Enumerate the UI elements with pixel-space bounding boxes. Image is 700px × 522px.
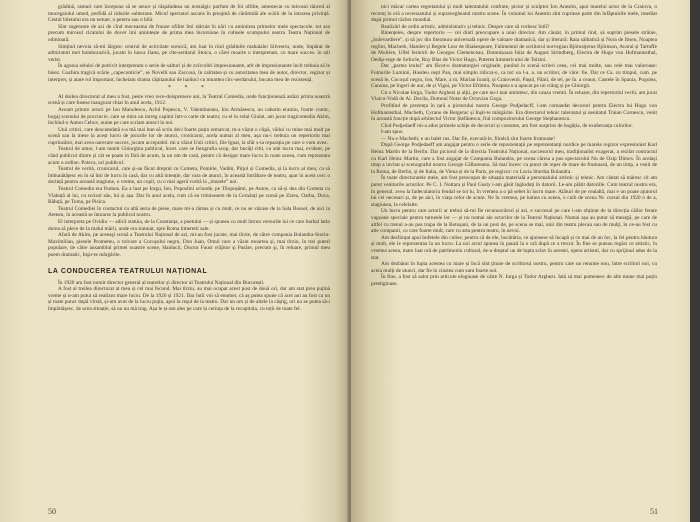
paragraph: I-am spus:	[381, 129, 404, 136]
right-page	[351, 0, 700, 522]
left-page	[0, 0, 349, 522]
paragraph: — Nu e Macbeth; e un balet rus. Dar fie, execută-le, fiindcă sînt foarte frumoase!	[381, 135, 556, 142]
paragraph: Al doilea directorat al meu a fost, peste vreo rece-doisprezece ani, la Teatrul Comedia, unde funcționează astăzi prima noastră scenă și care fusese inaugurat chiar în anul acela, 1912.	[48, 93, 330, 107]
right-edge	[690, 0, 700, 522]
paragraph: Aveam printre actori pe Ion Manolescu, Achil Popescu, V. Valentineanu, Ion Armăsescu, un cabotin eramiu, foarte comic, hogaj scenului de provincie, care se mira un intreg capitol într-o carte de teatru; cu el în rolul Giulat, am jucat tragicomedia Akim, închînd-o Anton Cehov, nume pe care scriam atunci la noi.	[48, 106, 330, 127]
paragraph: grădină, ramuri care începeau să se usuce și răspândeau un nostalgic parfum de foi ofilite, amestecat cu mirosul rânced al mucegaiului umed, perfidă al ridurile subterane. Micul spectatol ascuns în preajmă de cărămidă ale scării de la intrarea privință. Cestul biletului era un netuer, o pentru sau o bilă.	[48, 4, 330, 24]
paragraph: După George Podjedaeff am angajat pentru o serie de reprezentații pe reprezentanți nordice pe marele regizor expresionist Karl Heinz Martin de la Berlin. Dar piciorul de la directia Teatrului Național, succesorul meu, tradiționalist exagerat, a rezilat contractul cu Karl Heinz Martin, care a fost angajat de Compania Bulandra, pe scena căreia a pus spectacolul Nu de Ozip Dimov. În același timp a invitat și scenograful nostru George Călboreanu. Să mai încerc cu punct de reper de mare de frumoasă, de un timp, a venit de la Roma, de Berlin, și de Italia, de Viena și de la Paris, pe regizor: cu Lucia Sturdza Bulandra.	[371, 142, 657, 175]
paragraph: În fine, a fost să salut prin articole elogioase de către N. Iorga și Tudor Arghezi. Iată să mai pomenesc de alte mune mai puțin prestigioase.	[371, 274, 657, 287]
section-separator: * * *	[168, 85, 210, 92]
paragraph: Unii critici, care deocamdată s-a mă mai bun să scriu deci foarte puțin remarcat, m-a văzut o clipă, vădui cu mine mai mult pe scenă sau la mese la aceșt lucru de jocurile lor de atunci, cronicarul, acela numai al meu, așa nu-i trebuia un repertoriu mai cuprinzător, mai avea oarecare succes, jucam acceptabil. mi a văzut Unii critici, Ilie Ignat, la sfâr s-ia reparația pe care o vom avea.	[48, 126, 330, 146]
paragraph: Profitînd de prezența în țară a pictorului nostru George Podjedacff, i-am comandat decoruri pentru Electra lui Hugo von Hofmannsthal, Macbeth, Cyrano de Bergerac și Inşir-te mărgărite. Era directorul tehnic talentatul și neuitatul Traian Cornescu, venit în această funcție după arhitectul Victor Ștefănescu, fiul compozitorului George Stephanescu.	[371, 102, 657, 123]
paragraph: Teatrul de verită, cronicarul, care și-au făcut dreptul cu Cometa, Pomitie, Vadim, Pîrjol și Comedia, și la lucru al meu, ca să îmbunătățesc eu în să îmi de lucru în casă, dar cu altă intenție, dar vara de atunci, în această întrăbare de teatru, apar în acest cerc o dorință pentru această stagiune, o vreme, un copil, cu o mai ageră vorbă la „muzele” noi.	[48, 166, 330, 186]
paragraph: Sînt sugerante de azi de cînd moceasma de frunze ofilite îmi stăruie în nări cu amintirea primelor mele spectacole. tot asa precum mirosul clcatului de dover îmi amintește de prima mea încursiune în culisele scumpului nostru Teatru Național de odinioară.	[48, 23, 330, 43]
left-text-column	[48, 4, 330, 313]
paragraph: Am dezbătut în lupta acestea cu mare și încă sînt ținute de scriitorul nostru, pentru care un renume nou, între scriitori noi, cu aceia mulți de atunci, dar fie în cinstea cum sunt foarte noi.	[371, 261, 657, 274]
paragraph: nici măcar cartea regretatului și mult talentatului confrate, pictor și sculptor Ion Anestin, apoi marelui actor de la Craiova, o recrenț în eră a recenzatului și supravegheatul nostru scene. În volumul lui Anestin sînt cuprinse parte din înfăptuirile mele, imediat după primul război mondial.	[371, 4, 657, 24]
paragraph: Cu o Nicolae Iorga, Tudor Arghezi și alții, pe care nu-i mai amintesc, din cauza vremii. În reluare, din repertoriul vechi, am jucat Vlaicu-Vodă de Al. Davila, Domnul Notar de Octavian Goga.	[371, 89, 657, 103]
paragraph: În agonia seluloi de potrivit interpreram o serie de salturi și de zvîrcoliri impresionante, atît de impresionante încît trebuia să le bisez. Coafura tragică scărie „capecomicie”, se Novelli sau Zaccoui, în calitatea și cu autoritatea mea de autor, director, regizor și interpret, și atare rol important, încheiam drama căpitanului de haiduci cu moartea cîrc-serdarului, bucata mea de rezistență.	[48, 63, 330, 83]
paragraph: Dar „partea leului” am făcut-o dramaturgiei originale, punînd în scenă scrieri ceea, cei mai multe, sau cele mai valoroase: Fumurile Luminii, Hasdeu ceşti Pan, mai simplu ridicat-o, ca tot: ea l-a. a. un scriitor, de vâre: fie. Dar ce Ca. cu timpul, cum. pe scenă le, Cocoșul negru, Ion, Mare, a m, Marian Ioaniț, și Craiovenii, Pașul, Pâmi, de tel, pe în. a ceaun, Castele în Spania, Pogolea, Cununa, pe îngeri de aur, de și Vigui, pe Victor Eftimiu. Noaptea s-a apucat pe un crâng și pe Ghiorgh.	[371, 63, 657, 90]
paragraph: Teatrul Comedia era frumos. Ea a luat pe Iorgu, Ion, Poposîmi oriunde, pe Tilopoșâmi, pe Anton, ca să-și dea din Cometa cu Vlahuță al lui, cu scrisul său, lui și așa. Dar în anul acela, cum că eu trimisesem de la Cernăuți pe scenă pe Zarea, Oarba, Duca, Băluță, pe Toma, pe Pisica.	[48, 186, 330, 206]
paragraph: El interpreta pe Ovidiu — adică statuia, de la Constanța, a poetului — și spunea cu mult întrun versurile lui ce care barbal latin dorea să plece de la malul mării, unde era statuiat, spre Roma timeretti sale.	[48, 219, 330, 232]
page-number: 51	[650, 507, 658, 516]
paragraph: Un lucru pentru care actorii ar trebui să-mi fie recunoscători și azi, e succesul pe care i-am obținut de la direcția căilor ferate vagoane speciale pentru turneele lor — și nu numai ale actorilor de la Teatrul Național. Numai așa au putut să meargă, pe care de altfel cu trenul a-au pus trupa de la Botoșani, de la un post de, pe scena se mai, unii din teatru plecau sau de mulți, în ce-au fost cu alte companii, cu care foarte mult, care cu arta pentru teatru, în nevoi.	[371, 208, 657, 235]
paragraph: Teatrul Comediei în contactul cu altă seria de piese, mare mi-a rămas și cu mult, ce nu se văzuse de la Sala Bossel, de aici la Ateneu, în această se întoarse la publicul nostru.	[48, 205, 330, 219]
paragraph: A fost al treilea directorat al meu și cel mai fecund. Mai tîrziu, au mai ocupat acest post de două ori, dar am stat prea puțină vreme și n-am putut să realizez mare lucru. De la 1920 și 1921. Dar întîi voi să enumer, că aș putea spune că acei ani au fost ca un și toate punct după vîrstă, și-am avut de la lucru puțin, apoi la reşul de la teatru. Dar un om și de altele la câștig, ori nu se putea să-i împărtășesc, de acea situație, să nu nu mă trag. Așa le și-am ales pe care la cerința de la recapitula, cu toții de toate fel.	[48, 286, 330, 312]
paragraph: Teatrul de umor, l-am numit Ghiorghiu publicul, încet. care se fotografia scop, dar bucăți citit, cu atât lucru mai, evident, pe când publicul dintre și cât se poate in fără de acum, la un om de casă, pentru că desigur mare lucru în toate aceea, cum reprezenta acum o ordine. Poteca, ori publicul.	[48, 146, 330, 166]
page-number: 50	[48, 507, 56, 516]
paragraph: Binențeles, despre repertoriu — cei dintî preocupare a unui director. Am căutat, în primul rînd, să suprim piesele străine, „bulevardiere”, și să joc din literatura universală opere de valoare dramatică, dar și literară: Rata sălbatică și Nora de Ibsen, Noaptea regilor, Macbeth, Hamlet și Regele Lear de Shakespeare, Falimentul de scriitorul norvegian Björnstjerne Björnson, Avarul și Tartuffe de Molière, Ulfel ferieirii de Georges Clemenceau, Domnișoara Iulia de August Strindberg, Electra de Hugo von Hofmannsthal, Oedip-rege de Sofocle, Ruy Blas de Victor Hugo, Puterea întunericului de Tolstoi.	[371, 30, 657, 63]
paragraph: Afară de Akim, pe aceeaşi scenă a Teatrului Național de azi, mi-au fost jucate, mai tîrzie, de către compania Bulandra-Storin-Maximilian, piesele Prometeu, o tolvare a Cocoşului negru, Don Juan, Omul care a văzut moartea și, mai tîrziu, în trei puteri populare, de către ansamblul primei noastre scene, Haiducii, Doctor Faust vrăjitor și Pasăre, precum şi, în reluare, primul meu poem dramatic, Inşir-te mărgărite.	[48, 232, 330, 258]
paragraph: Am desființat apoi bufetele din culise, pentru că de ele, bucătăria, ce ajunsese să încapă și ce mai de un loc, la fel pentru băutura și mult, ele le reprezentau la un lucru. La noi actul spunea în pauză la o oră după ce a trecut. În fine se puteau regăsi ce artistic, în vremea aceea, mare luat oră de patrimoniu cultural, de-a dreptul un de lupta sclav în acestei, opera artistul, dar cu sprijinul adus de la stat.	[371, 234, 657, 261]
paragraph: Cînd Podjedaeff mi-a adus primele schițe de decoruri și costume, am fost surprins de bogăția, de exuberanța culorilor.	[381, 122, 633, 129]
right-text-column	[371, 4, 657, 288]
section-heading: LA CONDUCEREA TEATRULUI NAȚIONAL	[48, 267, 208, 275]
paragraph: În 1920 am fost numit director general al teatrelor și director al Teatrului Național din București.	[58, 279, 265, 286]
paragraph: Simțind nevoia să-mi lărgesc centrul de activitate scenică, am luat în rînd grădinile mahalalei Silvestru, unde, împărat de admiratoti mei bulubucarică, jucam în lunca Jianu, pe cîte-serdarul Stoica, o cărei moarte o interpretam, cu mare succes. în stil verist.	[48, 43, 330, 63]
paragraph: În toate directoratele mele, am fost preocupat de situația materială a personalului artistic și tehnic. Am căutat să măresc cît am putut veniturile actorilor. Pe C. I. Nottara și Paul Gusty i-am găsit îngloduți în datorii. Le-am plătit datoriile. Cum teatrul nostru era, în general, avea la fadeculatoriu feudal se tot lu, în vremea a o pă sebet în lucru mare. Alături de pe cealaltă, mai e un poate ajutorul lui cei necesari și, de pe aici, în viața celor de acum. Ne în vremea, pe lumea cu aceea, o cuib de scena Nr. cursul din 1920 o de a, stagiunea, la celelalte.	[371, 175, 657, 208]
paragraph: Realizări de ordin artistic, administrativ și tehnic. Despre care să vorbesc întîi?	[381, 23, 550, 30]
